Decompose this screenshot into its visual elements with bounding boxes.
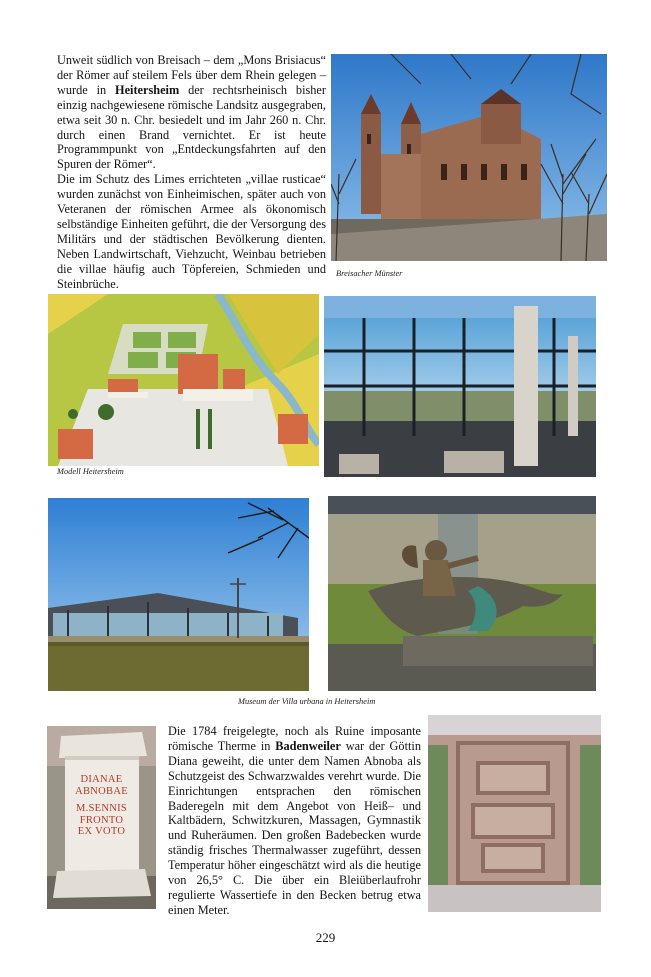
inscription-line: EX VOTO (77, 826, 126, 837)
article-text-top (57, 53, 326, 292)
photo-therme-badenweiler-ruin (428, 715, 601, 912)
caption-modell-heitersheim: Modell Heitersheim (57, 467, 124, 476)
page-number: 229 (315, 930, 336, 945)
photo-cupid-dolphin-sculpture (328, 496, 596, 691)
photo-abnoba-altar-stone (47, 726, 156, 909)
text-span: Unweit südlich von Breisach – dem „Mons Brisiacus“ der Römer auf steilem Fels über dem Rhein gelegen – wurde in (57, 53, 326, 97)
text-span: der rechtsrheinisch bisher einzig nachgewiesene römische Landsitz ausgegraben, etwa seit 30 n. Chr. besiedelt und im Jahr 260 n. Chr. durch einen Brand vernichtet. Er ist heute Programmpunkt von „Entdeckungsfahrten auf den Spuren der Römer“. (57, 82, 326, 172)
inscription-line: M.SENNIS (75, 803, 128, 814)
paragraph-heitersheim (57, 53, 326, 172)
place-name-heitersheim: Heitersheim (115, 82, 180, 97)
text-span: war der Göttin Diana geweiht, die unter dem Namen Abnoba als Schutzgeist des Schwarzwaldes verehrt wurde. Die Einrichtungen entsprachen den römischen Baderegeln mit dem Angebot von Heiß– und Kaltbädern, Schwitzkuren, Massagen, Gymnastik und Ruheräumen. Den großen Badebecken wurde ständig frisches Thermalwasser zugeführt, dessen Temperatur höher eingeschätzt wird als die heutige von 26,5° C. Die über ein Bleiüberlaufrohr regulierte Wassertiefe in den Becken betrug etwa einen Meter. (168, 738, 421, 917)
photo-museum-villa-urbana (48, 498, 309, 691)
photo-breisacher-muenster (331, 54, 607, 261)
place-name-badenweiler: Badenweiler (275, 738, 341, 753)
caption-breisacher-muenster: Breisacher Münster (336, 269, 403, 278)
paragraph-therme-badenweiler (168, 724, 421, 918)
article-text-bottom (168, 724, 421, 918)
caption-museum-villa-urbana: Museum der Villa urbana in Heitersheim (238, 697, 376, 706)
inscription-line: FRONTO (79, 814, 124, 826)
photo-modell-heitersheim (48, 294, 319, 466)
text-span: Die 1784 freigelegte, noch als Ruine imposante römische Therme in (168, 724, 421, 753)
altar-inscription (47, 774, 156, 838)
photo-museum-glass-interior (324, 296, 596, 477)
inscription-line: ABNOBAE (75, 785, 128, 797)
paragraph-villae-rusticae: Die im Schutz des Limes errichteten „villae rusticae“ wurden zunächst von Einheimischen, später auch von Veteranen der römischen Armee als ökonomisch selbständige Einheiten geführt, die der Versorgung des Militärs und der städtischen Bevölkerung dienten. Neben Landwirtschaft, Viehzucht, Weinbau betrieben die villae häufig auch Töpfereien, Schmieden und Steinbrüche. (57, 172, 326, 291)
inscription-line: DIANAE (80, 774, 123, 785)
